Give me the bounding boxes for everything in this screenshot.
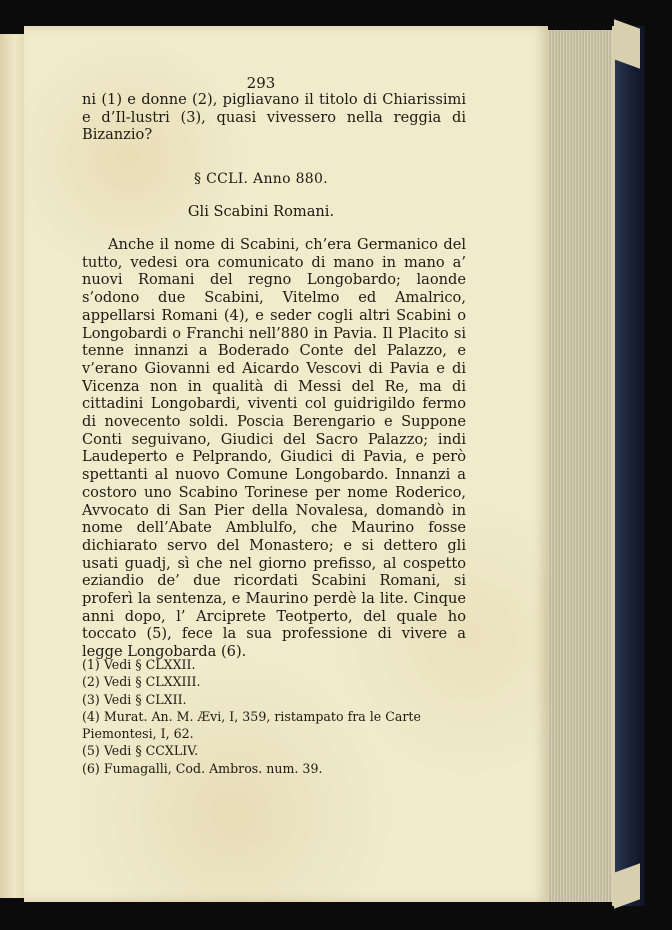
page-content	[24, 26, 548, 902]
section-heading: § CCLI. Anno 880.	[194, 171, 328, 187]
footnote-5: (5) Vedi § CCXLIV.	[82, 743, 199, 759]
footnotes	[82, 656, 466, 777]
section-title: Gli Scabini Romani.	[187, 203, 335, 220]
opening-text	[82, 91, 466, 144]
book-fore-edge	[548, 30, 612, 902]
footnote-2: (2) Vedi § CLXXIII.	[82, 674, 201, 690]
book-cover-edge	[612, 26, 645, 906]
footnote-6: (6) Fumagalli, Cod. Ambros. num. 39.	[82, 760, 323, 776]
main-paragraph	[82, 236, 466, 661]
paragraph-text: Anche il nome di Scabini, ch’era Germanico del tutto, vedesi ora comunicato di mano in mano a’ nuovi Romani del regno Longobardo; laonde s’odono due Scabini, Vitelmo ed Amalrico, appellarsi Romani (4), e seder cogli altri Scabini o Longobardi o Franchi nell’880 in Pavia. Il Placito si tenne innanzi a Boderado Conte del Palazzo, e v’erano Giovanni ed Aicardo Vescovi di Pavia e di Vicenza non in qualità di Messi del Re, ma di cittadini Longobardi, viventi col guidrigildo fermo di novecento soldi. Poscia Berengario e Suppone Conti seguivano, Giudici del Sacro Palazzo; indi Laudeperto e Pelprando, Giudici di Pavia, e però spettanti al nuovo Comune Longobardo. Innanzi a costoro uno Scabino Torinese per nome Roderico, Avvocato di San Pier della Novalesa, domandò in nome dell’Abate Amblulfo, che Maurino fosse dichiarato servo del Monastero; e si dettero gli usati guadj, sì che nel giorno prefisso, al cospetto eziandio de’ due ricordati Scabini Romani, si proferì la sentenza, e Maurino perdè la lite. Cinque anni dopo, l’ Arciprete Teotperto, del quale ho toccato (5), fece la sua professione di vivere a legge Longobarda (6).	[82, 236, 466, 661]
footnote-4: (4) Murat. An. M. Ævi, I, 359, ristampato fra le Carte Piemontesi, I, 62.	[82, 708, 421, 742]
footnote-1: (1) Vedi § CLXXII.	[82, 657, 196, 672]
book-page	[24, 26, 548, 902]
footnote-3: (3) Vedi § CLXII.	[82, 691, 187, 707]
opening-paragraph: ni (1) e donne (2), pigliavano il titolo di Chiarissimi e d’Il-lustri (3), quasi vivessero nella reggia di Bizanzio?	[82, 91, 466, 144]
page-number: 293	[246, 74, 276, 92]
left-page-edge	[0, 34, 25, 898]
